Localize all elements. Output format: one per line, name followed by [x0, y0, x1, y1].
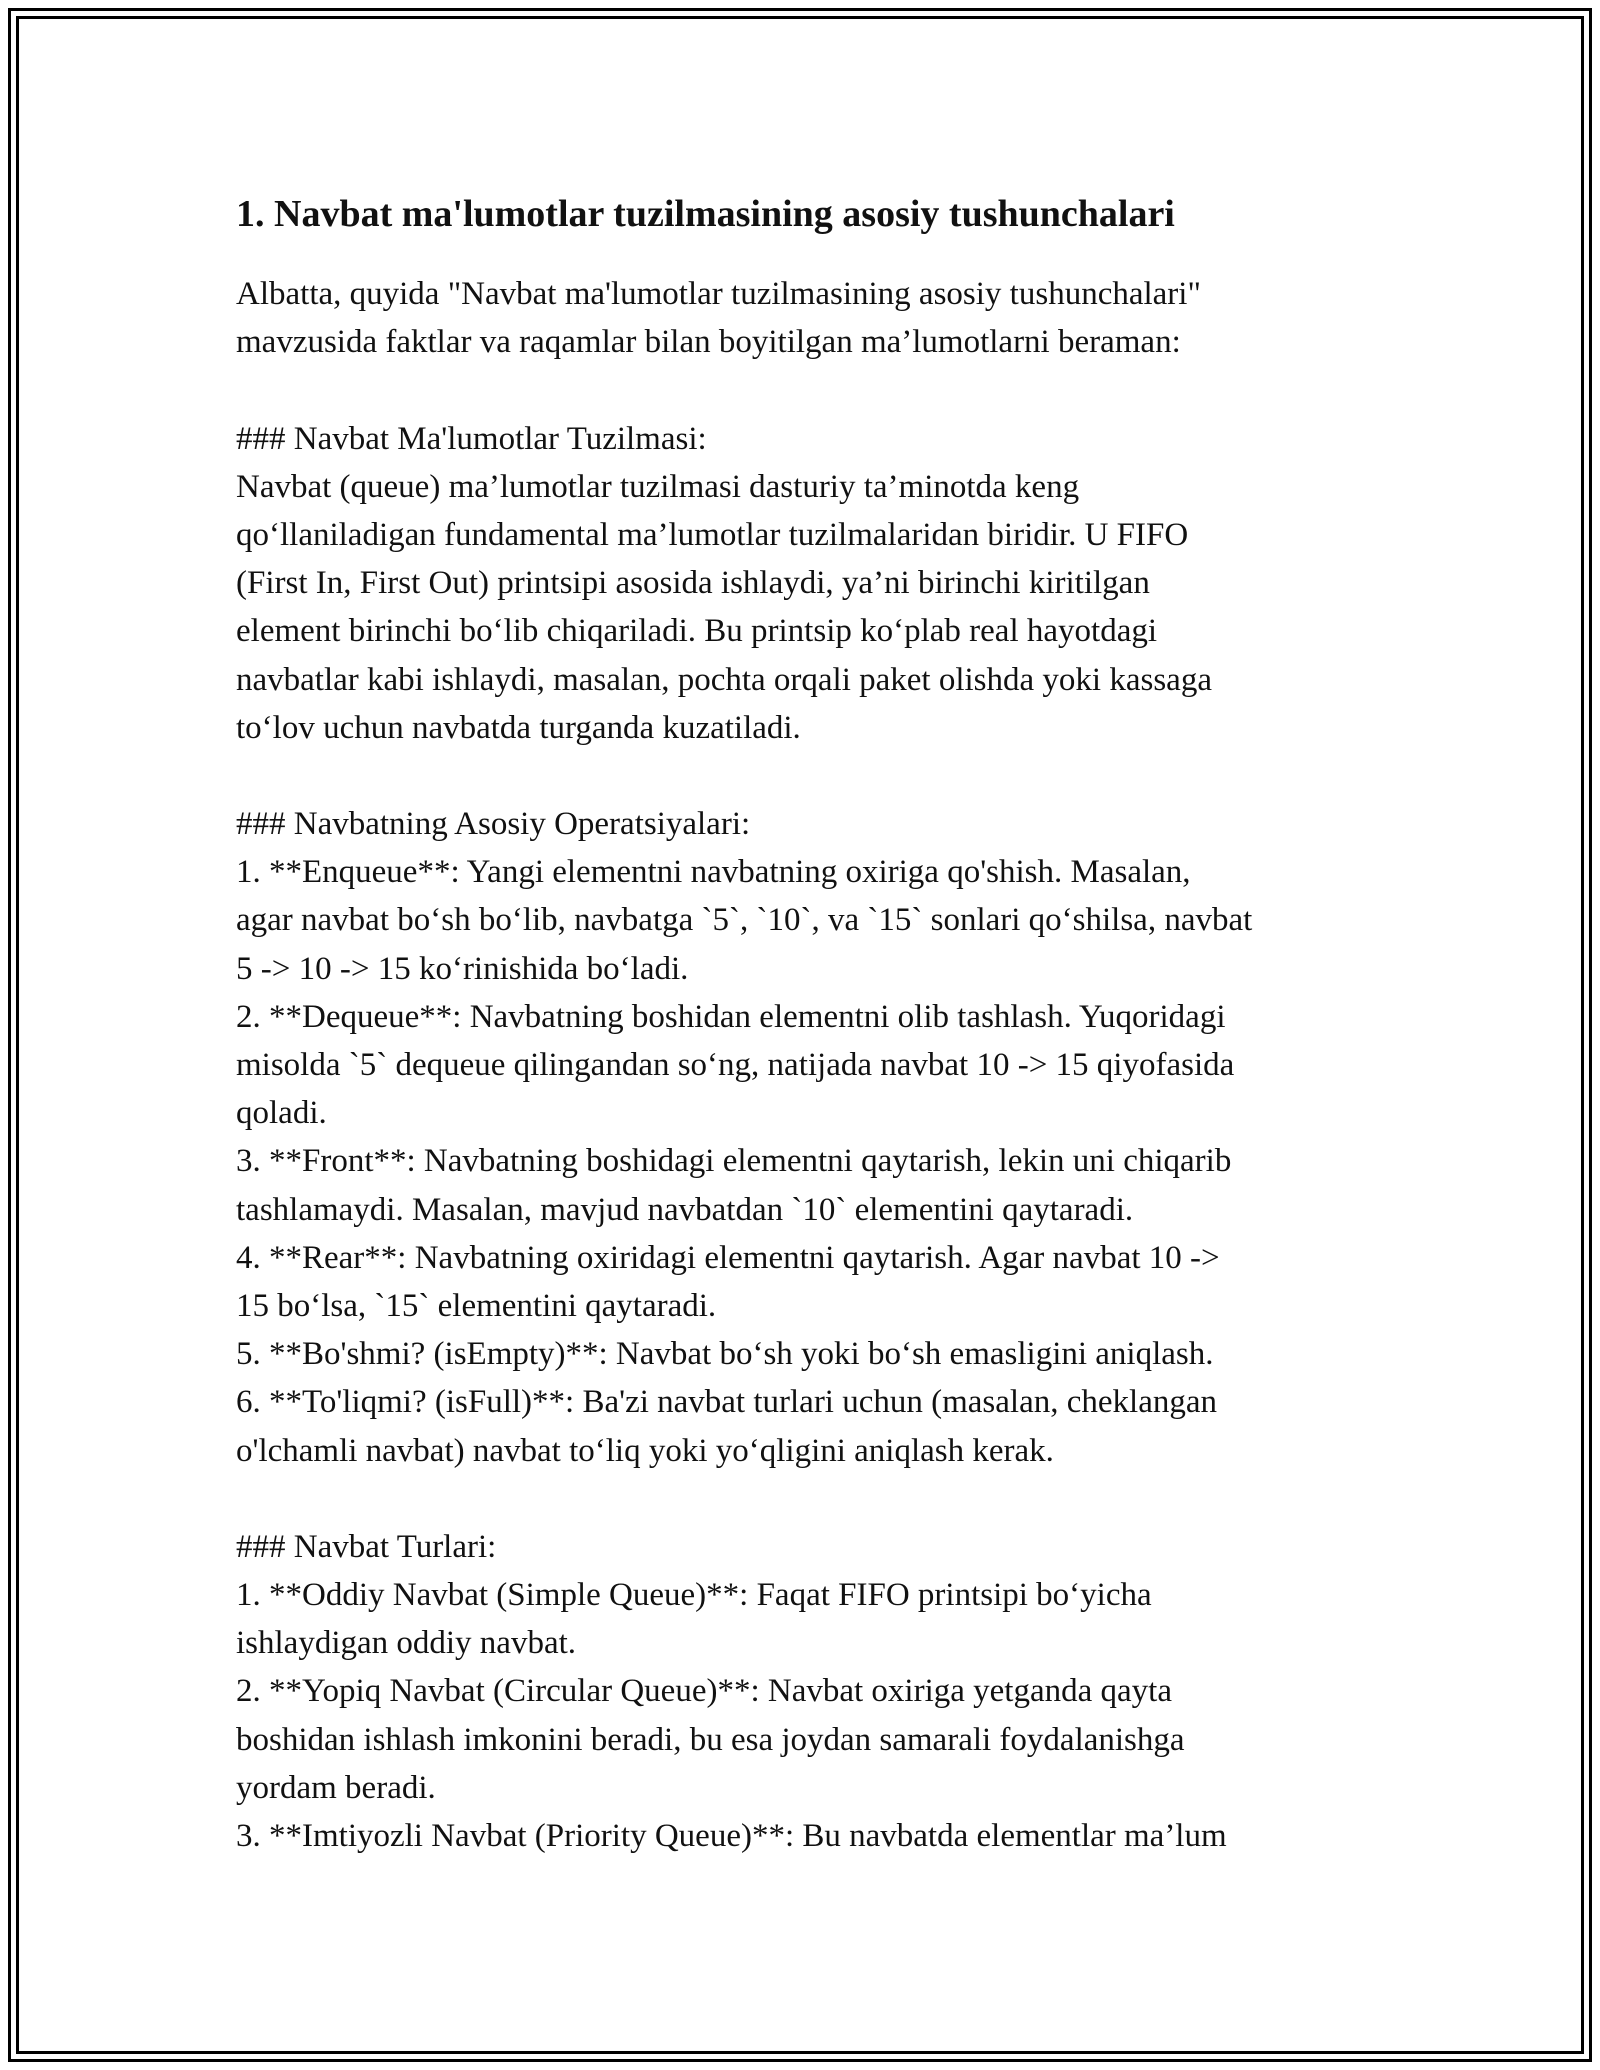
text-line: qoladi. [236, 1095, 327, 1132]
text-line: agar navbat bo‘sh bo‘lib, navbatga `5`, `10`, va `15` sonlari qo‘shilsa, navbat [236, 902, 1253, 939]
text-line: qo‘llaniladigan fundamental ma’lumotlar tuzilmalaridan biridir. U FIFO [236, 516, 1189, 553]
text-line: 2. **Yopiq Navbat (Circular Queue)**: Navbat oxiriga yetganda qayta [236, 1673, 1172, 1710]
text-line: ### Navbatning Asosiy Operatsiyalari: [236, 806, 751, 843]
text-line: yordam beradi. [236, 1769, 436, 1806]
text-line: 4. **Rear**: Navbatning oxiridagi elementni qaytarish. Agar navbat 10 -> [236, 1239, 1220, 1276]
text-line: ishlaydigan oddiy navbat. [236, 1625, 577, 1662]
text-line: to‘lov uchun navbatda turganda kuzatiladi. [236, 709, 801, 746]
text-line: element birinchi bo‘lib chiqariladi. Bu printsip ko‘plab real hayotdagi [236, 613, 1158, 650]
document-title: 1. Navbat ma'lumotlar tuzilmasining asosiy tushunchalari [236, 193, 1175, 235]
document-body [236, 188, 1386, 1860]
text-line: ### Navbat Ma'lumotlar Tuzilmasi: [236, 420, 707, 457]
blank-line [236, 752, 1386, 800]
text-line: 5. **Bo'shmi? (isEmpty)**: Navbat bo‘sh yoki bo‘sh emasligini aniqlash. [236, 1336, 1214, 1373]
text-line: Navbat (queue) ma’lumotlar tuzilmasi dasturiy ta’minotda keng [236, 468, 1080, 505]
blank-line [236, 1475, 1386, 1523]
text-line: Albatta, quyida "Navbat ma'lumotlar tuzilmasining asosiy tushunchalari" [236, 276, 1201, 312]
text-line: 1. **Oddiy Navbat (Simple Queue)**: Faqat FIFO printsipi bo‘yicha [236, 1577, 1152, 1614]
text-line: 3. **Front**: Navbatning boshidagi elementni qaytarish, lekin uni chiqarib [236, 1143, 1232, 1180]
document-text [236, 270, 1386, 1860]
text-line: 5 -> 10 -> 15 ko‘rinishida bo‘ladi. [236, 950, 689, 987]
text-line: 6. **To'liqmi? (isFull)**: Ba'zi navbat turlari uchun (masalan, cheklangan [236, 1384, 1217, 1421]
text-line: 1. **Enqueue**: Yangi elementni navbatning oxiriga qo'shish. Masalan, [236, 854, 1191, 891]
text-line: 3. **Imtiyozli Navbat (Priority Queue)**: Bu navbatda elementlar ma’lum [236, 1818, 1227, 1854]
blank-line [236, 366, 1386, 414]
text-line: ### Navbat Turlari: [236, 1528, 497, 1565]
text-line: o'lchamli navbat) navbat to‘liq yoki yo‘qligini aniqlash kerak. [236, 1432, 1054, 1469]
text-line: 2. **Dequeue**: Navbatning boshidan elementni olib tashlash. Yuqoridagi [236, 998, 1226, 1035]
text-line: boshidan ishlash imkonini beradi, bu esa joydan samarali foydalanishga [236, 1721, 1185, 1758]
text-line: tashlamaydi. Masalan, mavjud navbatdan `10` elementini qaytaradi. [236, 1191, 1134, 1228]
text-line: navbatlar kabi ishlaydi, masalan, pochta orqali paket olishda yoki kassaga [236, 661, 1212, 698]
text-line: misolda `5` dequeue qilingandan so‘ng, natijada navbat 10 -> 15 qiyofasida [236, 1047, 1235, 1083]
text-line: (First In, First Out) printsipi asosida ishlaydi, ya’ni birinchi kiritilgan [236, 565, 1150, 602]
text-line: mavzusida faktlar va raqamlar bilan boyitilgan ma’lumotlarni beraman: [236, 324, 1181, 361]
text-line: 15 bo‘lsa, `15` elementini qaytaradi. [236, 1287, 717, 1324]
